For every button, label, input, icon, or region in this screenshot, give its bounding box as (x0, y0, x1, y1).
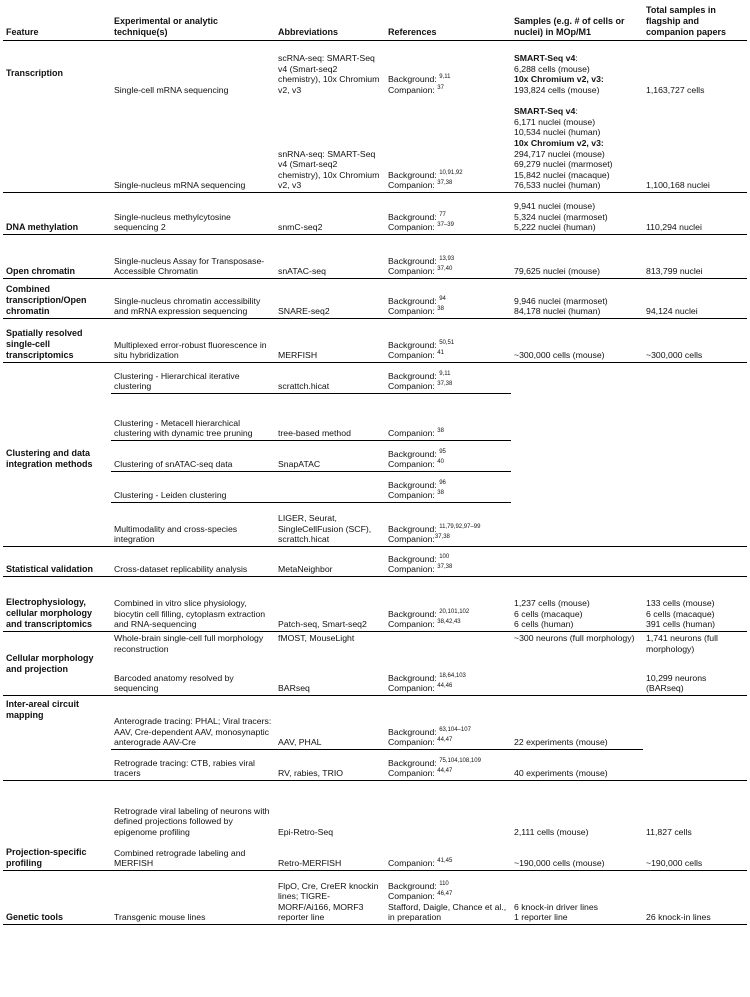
samples-cell: ~300 neurons (full morphology) (511, 632, 643, 664)
technique-cell: Single-cell mRNA sequencing (111, 41, 275, 97)
table-row (3, 235, 747, 279)
technique-cell: Combined retrograde labeling and MERFISH (114, 847, 246, 869)
technique-cell: Retrograde viral labeling of neurons with defined projections followed by epigenome profiling (111, 781, 275, 839)
references-cell: Background: $^{94}$ Companion: $^{38}$ (385, 279, 511, 319)
samples-cell: 22 experiments (mouse) (511, 696, 643, 750)
feature-spatial: Spatially resolved single-cell transcriptomics (3, 319, 111, 363)
header-samples: Samples (e.g. # of cells or nuclei) in MOp/M1 (511, 3, 643, 41)
total-cell: 133 cells (mouse) 6 cells (macaque) 391 cells (human) (643, 577, 747, 632)
technique-cell: Barcoded anatomy resolved by sequencing (114, 672, 234, 694)
feature-morphology: Cellular morphology and projection (3, 632, 111, 696)
technique-cell: Retrograde tracing: CTB, rabies viral tracers (111, 750, 275, 781)
samples-cell: 40 experiments (mouse) (511, 750, 643, 781)
table-row (3, 632, 747, 664)
abbrev-cell: FlpO, Cre, CreER knockin lines; TIGRE-MORF/Ai166, MORF3 reporter line (275, 871, 385, 925)
table-row (3, 97, 747, 193)
technique-cell: Single-nucleus methylcytosine sequencing 2 (111, 193, 275, 235)
technique-cell: Multiplexed error-robust fluorescence in situ hybridization (111, 319, 275, 363)
technique-cell: Single-nucleus Assay for Transposase- Accessible Chromatin (111, 235, 275, 279)
abbrev-cell: BARseq (278, 683, 310, 694)
abbrev-cell: MetaNeighbor (275, 547, 385, 577)
feature-genetic: Genetic tools (3, 871, 111, 925)
abbrev-cell: Epi-Retro-Seq (275, 781, 385, 839)
abbrev-cell: SnapATAC (275, 441, 385, 472)
technique-cell: Transgenic mouse lines (111, 871, 275, 925)
technique-cell: Clustering - Leiden clustering (111, 472, 275, 503)
references-cell: Background: $^{110}$ Companion: $^{46,47}$ Stafford, Daigle, Chance et al., in preparation (385, 871, 511, 925)
feature-statistical: Statistical validation (3, 547, 111, 577)
abbrev-cell: SNARE-seq2 (275, 279, 385, 319)
samples-cell: SMART-Seq v4: 6,288 cells (mouse) 10x Chromium v2, v3: 193,824 cells (mouse) (511, 41, 643, 97)
table-row (3, 319, 747, 363)
table-row (3, 547, 747, 577)
abbrev-cell: snATAC-seq (275, 235, 385, 279)
samples-cell: 2,111 cells (mouse) (511, 781, 643, 839)
references-cell: Background: $^{9,11}$ Companion: $^{37,38}$ (385, 363, 511, 394)
technique-cell: Single-nucleus chromatin accessibility and mRNA expression sequencing (111, 279, 275, 319)
abbrev-cell: snmC-seq2 (275, 193, 385, 235)
references-cell: Companion: $^{41,45}$ (388, 858, 453, 869)
header-references: References (385, 3, 511, 41)
technique-cell: Clustering - Metacell hierarchical clustering with dynamic tree pruning (111, 394, 275, 441)
total-cell: 11,827 cells (643, 781, 747, 839)
summary-table (3, 3, 747, 925)
total-cell: 1,100,168 nuclei (646, 180, 710, 191)
references-cell: Background: $^{13,93}$ Companion: $^{37,40}$ (385, 235, 511, 279)
references-cell: Background: $^{77}$ Companion: $^{37-39}$ (385, 193, 511, 235)
references-cell (385, 781, 511, 839)
technique-cell: Cross-dataset replicability analysis (111, 547, 275, 577)
references-cell: Background: $^{20,101,102}$ Companion: $^{38,42,43}$ (385, 577, 511, 632)
abbrev-cell: fMOST, MouseLight (275, 632, 385, 664)
abbrev-cell: RV, rabies, TRIO (275, 750, 385, 781)
total-cell: 10,299 neurons (BARseq) (646, 672, 707, 694)
feature-combined: Combined transcription/Open chromatin (3, 279, 111, 319)
total-cell (643, 363, 747, 547)
header-abbreviations: Abbreviations (275, 3, 385, 41)
total-cell: 110,294 nuclei (643, 193, 747, 235)
total-cell: ~190,000 cells (646, 858, 703, 869)
total-cell: 1,163,727 cells (643, 41, 747, 97)
technique-cell: Clustering of snATAC-seq data (111, 441, 275, 472)
samples-cell (511, 363, 643, 547)
references-cell: Background: $^{95}$ Companion: $^{40}$ (385, 441, 511, 472)
technique-cell: Combined in vitro slice physiology, biocytin cell filling, cytoplasm extraction and RNA-sequencing (111, 577, 275, 632)
abbrev-cell: scRNA-seq: SMART-Seq v4 (Smart-seq2 chemistry), 10x Chromium v2, v3 (275, 41, 385, 97)
references-cell: Background: $^{11,79,92,97-99}$ Companion:$^{37,38}$ (385, 503, 511, 547)
feature-open-chromatin: Open chromatin (3, 235, 111, 279)
total-cell (643, 547, 747, 577)
samples-cell: ~190,000 cells (mouse) (514, 858, 605, 869)
header-total: Total samples in flagship and companion papers (643, 3, 747, 41)
abbrev-cell: AAV, PHAL (275, 696, 385, 750)
header-technique: Experimental or analytic technique(s) (111, 3, 275, 41)
total-cell: 26 knock-in lines (643, 871, 747, 925)
table-row (3, 750, 747, 781)
abbrev-cell: Patch-seq, Smart-seq2 (275, 577, 385, 632)
references-cell: Background: $^{50,51}$ Companion: $^{41}$ (385, 319, 511, 363)
references-cell: Background: $^{100}$ Companion: $^{37,38}$ (385, 547, 511, 577)
total-cell (643, 696, 747, 781)
samples-cell: 9,946 nuclei (marmoset) 84,178 nuclei (human) (511, 279, 643, 319)
references-cell: Companion: $^{38}$ (385, 394, 511, 441)
header-row (3, 3, 747, 41)
table-row (3, 279, 747, 319)
references-cell: Background: $^{75,104,108,109}$ Companion: $^{44,47}$ (385, 750, 511, 781)
abbrev-cell: LIGER, Seurat, SingleCellFusion (SCF), scrattch.hicat (275, 503, 385, 547)
table-row (3, 781, 747, 839)
technique-cell: Whole-brain single-cell full morphology reconstruction (111, 632, 275, 664)
feature-transcription: Transcription (3, 41, 111, 193)
abbrev-cell: MERFISH (275, 319, 385, 363)
abbrev-cell: scrattch.hicat (275, 363, 385, 394)
technique-cell: Clustering - Hierarchical iterative clustering (111, 363, 275, 394)
abbrev-cell (275, 472, 385, 503)
total-cell: 813,799 nuclei (643, 235, 747, 279)
references-cell: Background: $^{10,91,92}$ Companion: $^{37,38}$ (388, 169, 463, 191)
references-cell: Background: $^{96}$ Companion: $^{38}$ (385, 472, 511, 503)
total-cell: 94,124 nuclei (643, 279, 747, 319)
samples-cell: 6 knock-in driver lines 1 reporter line (511, 871, 643, 925)
abbrev-cell: Retro-MERFISH (278, 858, 342, 869)
feature-ephys: Electrophysiology, cellular morphology and transcriptomics (3, 577, 111, 632)
feature-projection: Projection-specific profiling (3, 781, 111, 871)
table-row (3, 577, 747, 632)
table-row (3, 696, 747, 750)
feature-dna-methylation: DNA methylation (3, 193, 111, 235)
technique-cell: Multimodality and cross-species integration (111, 503, 275, 547)
table-row (3, 41, 747, 97)
table-row (3, 363, 747, 394)
references-cell: Background: $^{63,104-107}$ Companion: $^{44,47}$ (385, 696, 511, 750)
samples-cell: 1,237 cells (mouse) 6 cells (macaque) 6 cells (human) (511, 577, 643, 632)
feature-clustering: Clustering and data integration methods (3, 363, 111, 547)
references-cell: Background: $^{18,64,103}$ Companion: $^{44,46}$ (385, 632, 511, 696)
samples-cell: ~300,000 cells (mouse) (511, 319, 643, 363)
table-row (3, 193, 747, 235)
table-row (3, 871, 747, 925)
samples-cell: 79,625 nuclei (mouse) (511, 235, 643, 279)
samples-cell: 9,941 nuclei (mouse) 5,324 nuclei (marmoset) 5,222 nuclei (human) (511, 193, 643, 235)
references-cell: Background: $^{9,11}$ Companion: $^{37}$ (385, 41, 511, 97)
samples-cell (511, 664, 643, 696)
total-cell: 1,741 neurons (full morphology) (643, 632, 747, 664)
header-feature: Feature (3, 3, 111, 41)
abbrev-cell: snRNA-seq: SMART-Seq v4 (Smart-seq2 chemistry), 10x Chromium v2, v3 (278, 148, 380, 191)
feature-interareal: Inter-areal circuit mapping (3, 696, 111, 781)
abbrev-cell: tree-based method (275, 394, 385, 441)
total-cell: ~300,000 cells (643, 319, 747, 363)
table-row (3, 839, 747, 871)
technique-cell: Anterograde tracing: PHAL; Viral tracers: AAV, Cre-dependent AAV, monosynaptic anterograde AAV-Cre (111, 696, 275, 750)
table-row (3, 664, 747, 696)
technique-cell: Single-nucleus mRNA sequencing (114, 180, 246, 191)
samples-cell (511, 547, 643, 577)
samples-cell: SMART-Seq v4: 6,171 nuclei (mouse) 10,534 nuclei (human) 10x Chromium v2, v3: 294,717 nuclei (mouse) 69,279 nuclei (marmoset) 15,842 nuclei (macaque) 76,533 nuclei (human) (514, 106, 613, 191)
